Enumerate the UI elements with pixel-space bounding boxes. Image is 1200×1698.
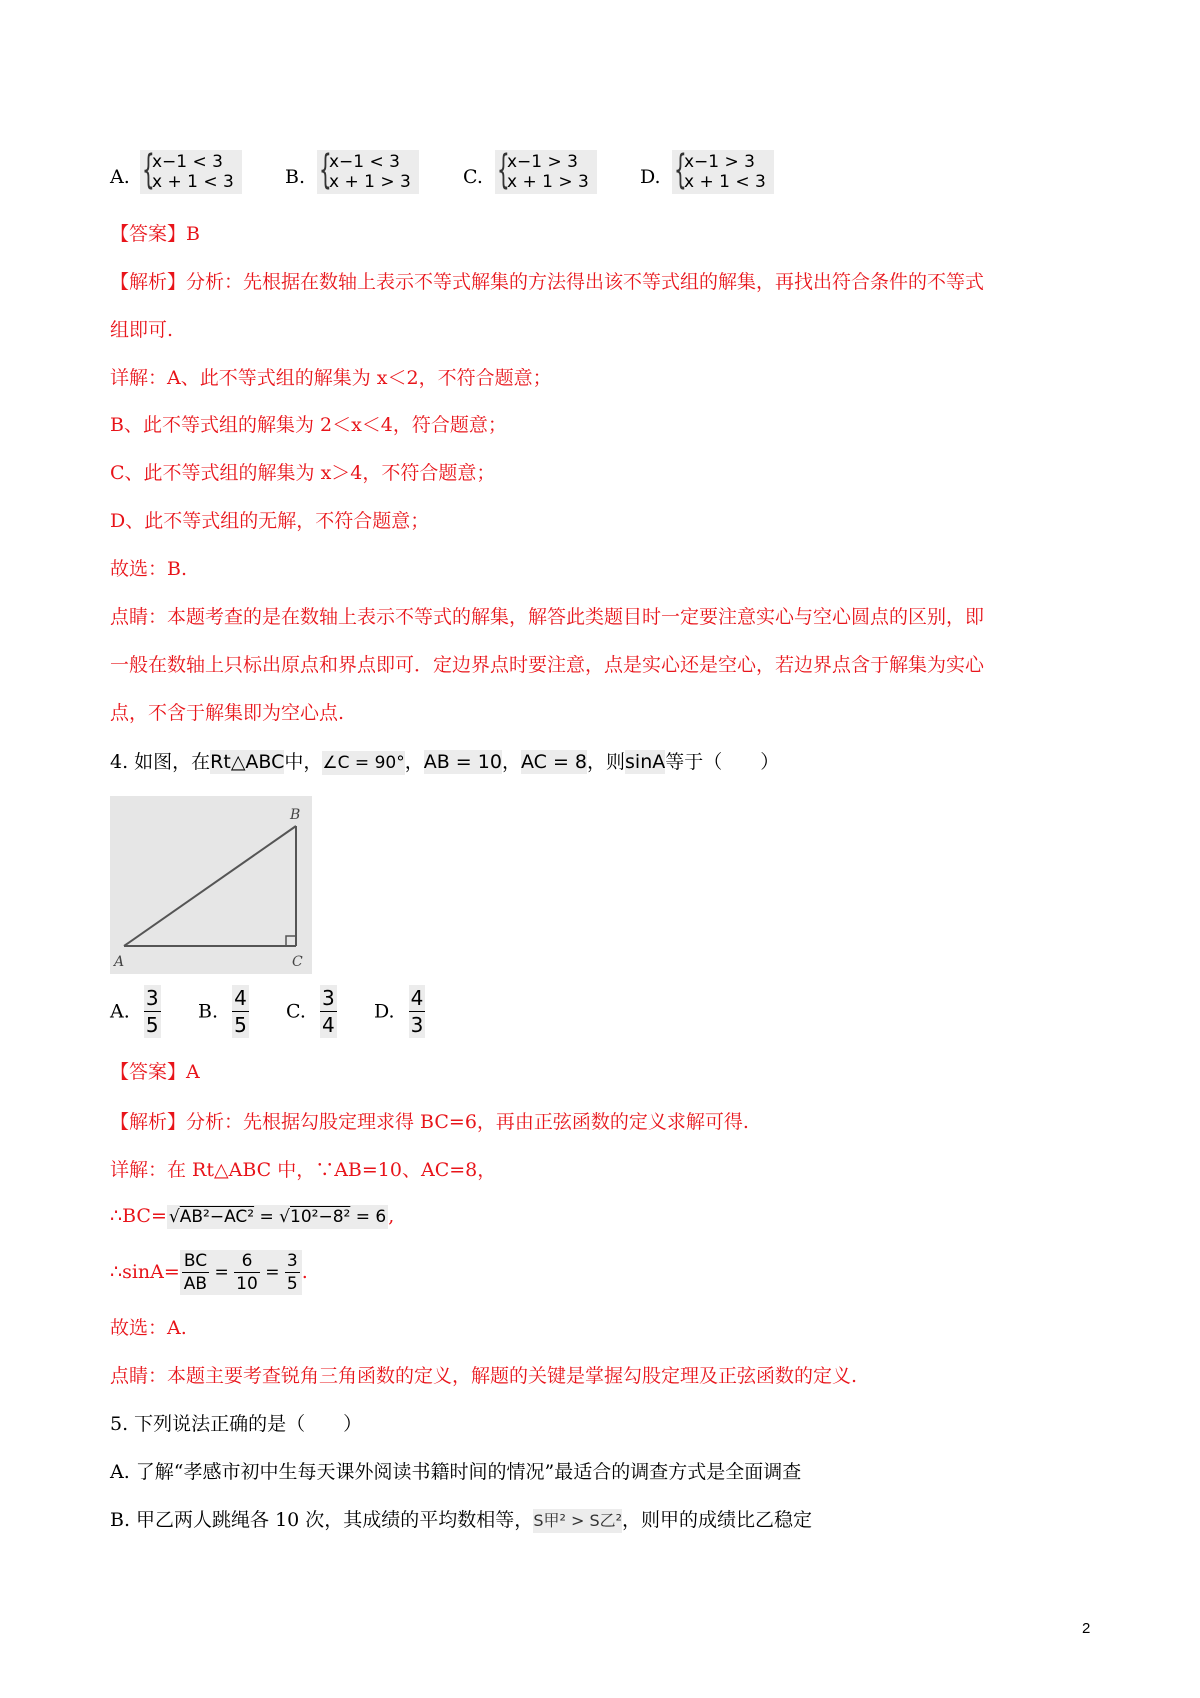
option-letter: A. <box>110 166 130 188</box>
denominator: AB <box>183 1273 208 1294</box>
q4-option-d <box>374 985 425 1038</box>
variance-formula: S甲² > S乙² <box>533 1509 622 1533</box>
fraction-3-5 <box>285 1250 300 1295</box>
numerator: 3 <box>321 986 335 1010</box>
denominator: 5 <box>234 1013 247 1037</box>
q4-comment: 点睛：本题主要考查锐角三角函数的定义，解题的关键是掌握勾股定理及正弦函数的定义. <box>110 1365 858 1387</box>
option-fraction <box>409 985 426 1038</box>
brace-icon: { <box>497 147 510 193</box>
q3-detail-d: D、此不等式组的无解，不符合题意； <box>110 510 430 532</box>
inequality-row: x−1 < 3 <box>329 152 400 172</box>
q4-stem <box>110 750 779 775</box>
denominator: 5 <box>145 1013 159 1037</box>
q4-analysis: 【解析】分析：先根据勾股定理求得 BC=6，再由正弦函数的定义求解可得. <box>110 1111 749 1133</box>
q3-choice: 故选：B. <box>110 558 188 580</box>
sin-suffix: . <box>301 1261 308 1283</box>
q4-answer: 【答案】A <box>110 1061 200 1083</box>
q3-comment-1: 点睛：本题考查的是在数轴上表示不等式的解集，解答此类题目时一定要注意实心与空心圆点的区别，即 <box>110 606 985 628</box>
sin-formula: $\frac{BC}{AB}$ = $\frac{6}{10}$ = $\frac{3}{5}$ <box>180 1250 302 1295</box>
q4-choice: 故选：A. <box>110 1317 187 1339</box>
q3-answer: 【答案】B <box>110 223 200 245</box>
bc-formula: √AB²−AC² = √10²−8² = 6 <box>168 1207 387 1227</box>
q5-option-b <box>110 1508 812 1533</box>
sin-prefix: ∴sinA= <box>110 1261 180 1283</box>
brace-icon: { <box>674 147 687 193</box>
q4-option-c <box>286 985 337 1038</box>
stem-text: 中， <box>284 751 323 773</box>
inequality-row: x + 1 > 3 <box>507 172 589 192</box>
inequality-system <box>317 147 419 194</box>
option-fraction <box>232 985 249 1038</box>
q4-bc-line <box>110 1204 394 1229</box>
right-angle-mark <box>286 936 296 946</box>
page-number: 2 <box>1082 1620 1091 1637</box>
numerator: BC <box>182 1250 209 1273</box>
numerator: 3 <box>145 986 159 1010</box>
option-b-text: ，则甲的成绩比乙稳定 <box>622 1509 813 1531</box>
numerator: 3 <box>286 1250 298 1271</box>
q5-stem: 5. 下列说法正确的是（ ） <box>110 1413 363 1435</box>
q3-detail-b: B、此不等式组的解集为 2＜x＜4，符合题意； <box>110 414 507 436</box>
q3-analysis-cont: 组即可. <box>110 319 174 341</box>
option-fraction <box>144 985 161 1038</box>
brace-icon: { <box>319 147 332 193</box>
stem-text: 4. 如图，在 <box>110 751 211 773</box>
vertex-c-label: C <box>292 954 303 970</box>
hypotenuse-ab <box>124 826 296 946</box>
option-fraction <box>320 985 337 1038</box>
inequality-row: x−1 > 3 <box>507 152 578 172</box>
inequality-row: x−1 < 3 <box>152 152 223 172</box>
q4-option-b <box>198 985 249 1038</box>
math-angle: ∠C = 90° <box>322 753 405 773</box>
option-letter: B. <box>285 166 306 188</box>
q3-comment-2: 一般在数轴上只标出原点和界点即可．定边界点时要注意，点是实心还是空心，若边界点含于解集为实心 <box>110 654 985 676</box>
bc-prefix: ∴BC= <box>110 1205 167 1227</box>
q3-detail-a: 详解：A、此不等式组的解集为 x＜2，不符合题意； <box>110 367 552 389</box>
q4-detail: 详解：在 Rt△ABC 中，∵AB=10、AC=8， <box>110 1159 497 1181</box>
numerator: 4 <box>234 986 247 1010</box>
math-ab: AB = 10 <box>423 751 502 773</box>
option-b-text: B. 甲乙两人跳绳各 10 次，其成绩的平均数相等， <box>110 1509 534 1531</box>
q4-option-a <box>110 985 161 1038</box>
inequality-system <box>495 147 597 194</box>
option-letter: D. <box>640 166 661 188</box>
inequality-row: x−1 > 3 <box>684 152 755 172</box>
equals-sign: = <box>254 1207 280 1227</box>
numerator: 4 <box>410 986 424 1010</box>
fraction-6-10 <box>234 1250 260 1295</box>
option-letter: D. <box>374 1000 395 1023</box>
stem-text: ，则 <box>587 751 626 773</box>
option-letter: A. <box>110 1000 130 1023</box>
sqrt-ab-ac: AB²−AC² <box>179 1207 255 1227</box>
inequality-system <box>672 147 774 194</box>
q4-figure <box>110 796 312 974</box>
stem-text: ， <box>501 751 521 773</box>
option-letter: C. <box>463 166 483 188</box>
denominator: 5 <box>286 1273 298 1294</box>
option-letter: B. <box>198 1000 219 1023</box>
sqrt-10-8: 10²−8² <box>290 1207 351 1227</box>
vertex-b-label: B <box>290 807 301 823</box>
q4-sin-line <box>110 1246 308 1297</box>
q3-detail-c: C、此不等式组的解集为 x＞4，不符合题意； <box>110 462 496 484</box>
q3-comment-3: 点，不含于解集即为空心点. <box>110 702 345 724</box>
numerator: 6 <box>234 1250 260 1273</box>
triangle-figure <box>110 796 312 974</box>
q3-analysis: 【解析】分析：先根据在数轴上表示不等式解集的方法得出该不等式组的解集，再找出符合条件的不等式 <box>110 271 985 293</box>
bc-suffix: , <box>388 1205 395 1227</box>
denominator: 3 <box>410 1013 424 1037</box>
brace-icon: { <box>142 147 155 193</box>
stem-text: ， <box>404 751 424 773</box>
inequality-system <box>140 147 242 194</box>
bc-result: = 6 <box>350 1207 387 1227</box>
inequality-row: x + 1 < 3 <box>152 172 234 192</box>
inequality-row: x + 1 > 3 <box>329 172 411 192</box>
denominator: 10 <box>236 1273 258 1294</box>
stem-text: 等于（ ） <box>665 751 780 773</box>
math-sina: sinA <box>625 751 666 773</box>
math-rt-triangle: Rt△ABC <box>210 751 285 773</box>
q5-option-a: A. 了解“孝感市初中生每天课外阅读书籍时间的情况”最适合的调查方式是全面调查 <box>110 1461 802 1483</box>
denominator: 4 <box>321 1013 335 1037</box>
inequality-row: x + 1 < 3 <box>684 172 766 192</box>
math-ac: AC = 8 <box>520 751 587 773</box>
fraction-bc-ab <box>182 1250 209 1295</box>
option-letter: C. <box>286 1000 306 1023</box>
vertex-a-label: A <box>114 954 125 970</box>
